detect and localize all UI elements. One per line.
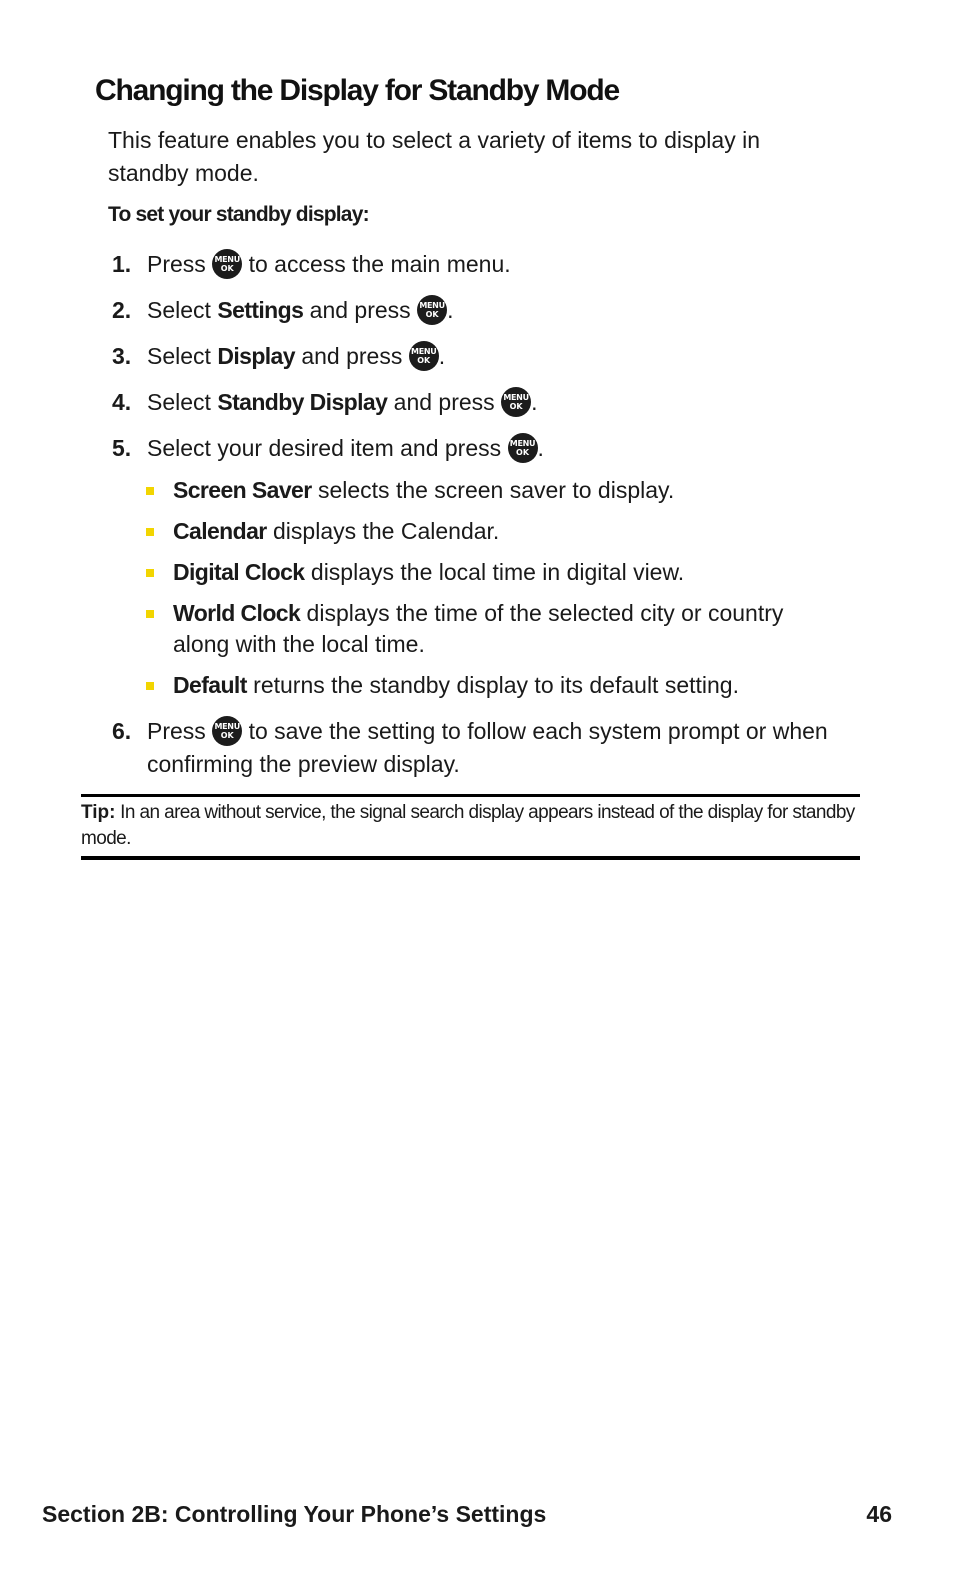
tip-bottom-rule — [81, 856, 860, 860]
option-text — [173, 475, 846, 506]
menu-ok-key-icon — [409, 341, 439, 371]
step-text-part: and press — [309, 297, 411, 323]
step-text-part: and press — [301, 343, 403, 369]
menu-ok-key-icon — [417, 295, 447, 325]
option-screen-saver — [146, 475, 846, 506]
bullet-square-icon — [146, 610, 154, 618]
step-5 — [112, 432, 852, 465]
tip-label: Tip: — [81, 802, 116, 823]
bullet-square-icon — [146, 682, 154, 690]
option-world-clock — [146, 598, 846, 660]
menu-key-label: MENU — [411, 346, 437, 356]
menu-ok-key-icon — [212, 249, 242, 279]
step-text — [147, 340, 852, 373]
step-2 — [112, 294, 852, 327]
option-description: displays the local time in digital view. — [310, 559, 685, 585]
step-number: 5. — [112, 435, 132, 461]
option-term: Digital Clock — [173, 559, 305, 585]
step-6 — [112, 715, 852, 781]
option-default — [146, 670, 846, 701]
bullet-square-icon — [146, 528, 154, 536]
ok-key-label: OK — [425, 309, 439, 319]
menu-key-label: MENU — [509, 438, 536, 448]
option-text — [173, 516, 846, 547]
step-text-part: Select — [147, 389, 211, 415]
step-text-part: and press — [393, 389, 495, 415]
menu-key-label: MENU — [419, 300, 445, 310]
ok-key-label: OK — [220, 263, 234, 273]
ok-key-label: OK — [417, 355, 431, 365]
tip-top-rule — [81, 794, 860, 797]
step-text-part: to save the setting to follow each system prompt or when confirming the preview display. — [147, 718, 828, 777]
menu-key-label: MENU — [214, 721, 240, 731]
tip-note — [81, 800, 856, 852]
tip-text: In an area without service, the signal search display appears instead of the display for standby mode. — [81, 802, 855, 849]
menu-item-name: Display — [217, 343, 295, 369]
menu-key-label: MENU — [503, 392, 529, 402]
step-text-part: Select your desired item and press — [147, 435, 502, 461]
step-text-part: . — [531, 389, 538, 415]
step-text — [147, 386, 852, 419]
step-text — [147, 715, 852, 781]
option-description: selects the screen saver to display. — [317, 477, 675, 503]
step-number: 2. — [112, 297, 132, 323]
option-text — [173, 557, 846, 588]
step-text-part: to access the main menu. — [248, 251, 511, 277]
step-text-part: . — [537, 435, 544, 461]
step-text-part: Select — [147, 343, 211, 369]
page-number: 46 — [866, 1501, 892, 1527]
menu-item-name: Standby Display — [217, 389, 388, 415]
step-text — [147, 248, 852, 281]
procedure-heading: To set your standby display: — [108, 203, 369, 226]
option-term: World Clock — [173, 600, 301, 626]
step-4 — [112, 386, 852, 419]
option-description: displays the Calendar. — [273, 518, 500, 544]
step-number: 6. — [112, 718, 132, 744]
option-text — [173, 598, 846, 660]
step-number: 1. — [112, 251, 132, 277]
option-description: displays the time of the selected city or country along with the local time. — [173, 600, 784, 657]
step-text-part: Press — [147, 718, 206, 744]
step-text — [147, 294, 852, 327]
step-text — [147, 432, 852, 465]
step-text-part: . — [438, 343, 446, 369]
option-term: Screen Saver — [173, 477, 312, 503]
menu-ok-key-icon — [212, 716, 242, 746]
step-number: 4. — [112, 389, 132, 415]
step-text-part: . — [447, 297, 454, 323]
intro-paragraph: This feature enables you to select a variety of items to display in standby mode. — [108, 127, 760, 186]
step-text-part: Select — [147, 297, 211, 323]
menu-ok-key-icon — [501, 387, 531, 417]
option-digital-clock — [146, 557, 846, 588]
ok-key-label: OK — [516, 447, 530, 457]
menu-key-label: MENU — [214, 254, 240, 264]
page-title: Changing the Display for Standby Mode — [95, 74, 619, 107]
option-text — [173, 670, 846, 701]
footer-section-title: Section 2B: Controlling Your Phone’s Settings — [42, 1501, 547, 1527]
option-calendar — [146, 516, 846, 547]
step-3 — [112, 340, 852, 373]
step-number: 3. — [112, 343, 132, 369]
menu-item-name: Settings — [217, 297, 304, 323]
bullet-square-icon — [146, 487, 154, 495]
option-description: returns the standby display to its default setting. — [253, 672, 739, 698]
ok-key-label: OK — [220, 730, 234, 740]
option-term: Default — [173, 672, 247, 698]
ok-key-label: OK — [509, 401, 523, 411]
step-text-part: Press — [147, 251, 206, 277]
step-1 — [112, 248, 852, 281]
option-term: Calendar — [173, 518, 267, 544]
bullet-square-icon — [146, 569, 154, 577]
menu-ok-key-icon — [508, 433, 538, 463]
